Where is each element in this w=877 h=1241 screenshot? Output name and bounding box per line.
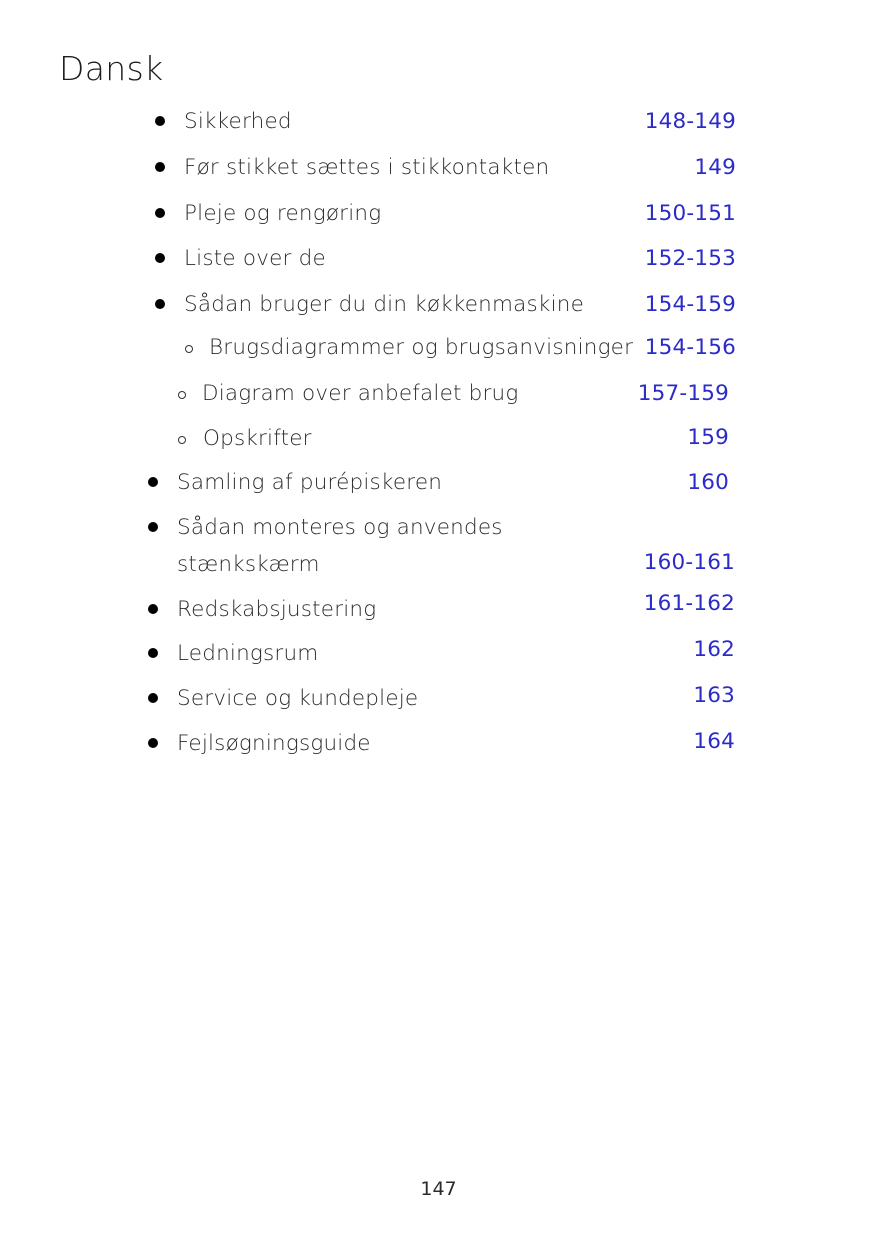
- sub-bullet-icon: [178, 436, 186, 444]
- toc-item-label: Sikkerhed: [184, 109, 292, 134]
- toc-item-page: 160-161: [643, 550, 735, 575]
- bullet-icon: [155, 162, 165, 172]
- toc-item-page: 164: [693, 729, 735, 754]
- toc-item-label: Brugsdiagrammer og brugsanvisninger: [209, 335, 634, 360]
- toc-item-label-line2: stænkskærm: [177, 552, 320, 577]
- bullet-icon: [148, 604, 158, 614]
- bullet-icon: [148, 477, 158, 487]
- sub-bullet-icon: [178, 391, 186, 399]
- toc-item-page: 161-162: [643, 591, 735, 616]
- bullet-icon: [155, 299, 165, 309]
- bullet-icon: [155, 116, 165, 126]
- toc-item-page: 162: [693, 637, 735, 662]
- toc-item-label: Fejlsøgningsguide: [177, 731, 371, 756]
- toc-item-label: Liste over de: [184, 246, 326, 271]
- toc-item-page: 159: [687, 425, 729, 450]
- toc-item-label: Service og kundepleje: [177, 686, 419, 711]
- page-number: 147: [420, 1178, 457, 1200]
- toc-item-label: Pleje og rengøring: [184, 201, 382, 226]
- bullet-icon: [148, 738, 158, 748]
- bullet-icon: [148, 522, 158, 532]
- toc-item-page: 150-151: [644, 201, 736, 226]
- page-title: Dansk: [59, 49, 164, 88]
- toc-item-label: Før stikket sættes i stikkontakten: [184, 155, 550, 180]
- toc-item-label: Ledningsrum: [177, 641, 319, 666]
- toc-item-label: Samling af purépiskeren: [177, 470, 443, 495]
- toc-item-label: Diagram over anbefalet brug: [202, 381, 519, 406]
- toc-item-page: 160: [687, 470, 729, 495]
- bullet-icon: [155, 253, 165, 263]
- toc-item-page: 152-153: [644, 246, 736, 271]
- bullet-icon: [148, 693, 158, 703]
- toc-item-label: Sådan monteres og anvendes: [177, 515, 503, 540]
- toc-item-page: 163: [693, 683, 735, 708]
- sub-bullet-icon: [185, 345, 193, 353]
- toc-item-page: 157-159: [637, 381, 729, 406]
- bullet-icon: [148, 648, 158, 658]
- toc-item-label: Redskabsjustering: [177, 597, 377, 622]
- toc-item-page: 154-159: [644, 292, 736, 317]
- toc-item-page: 154-156: [644, 335, 736, 360]
- bullet-icon: [155, 208, 165, 218]
- toc-item-page: 149: [694, 155, 736, 180]
- toc-item-label: Opskrifter: [203, 426, 312, 451]
- toc-item-label: Sådan bruger du din køkkenmaskine: [184, 292, 585, 317]
- toc-item-page: 148-149: [644, 109, 736, 134]
